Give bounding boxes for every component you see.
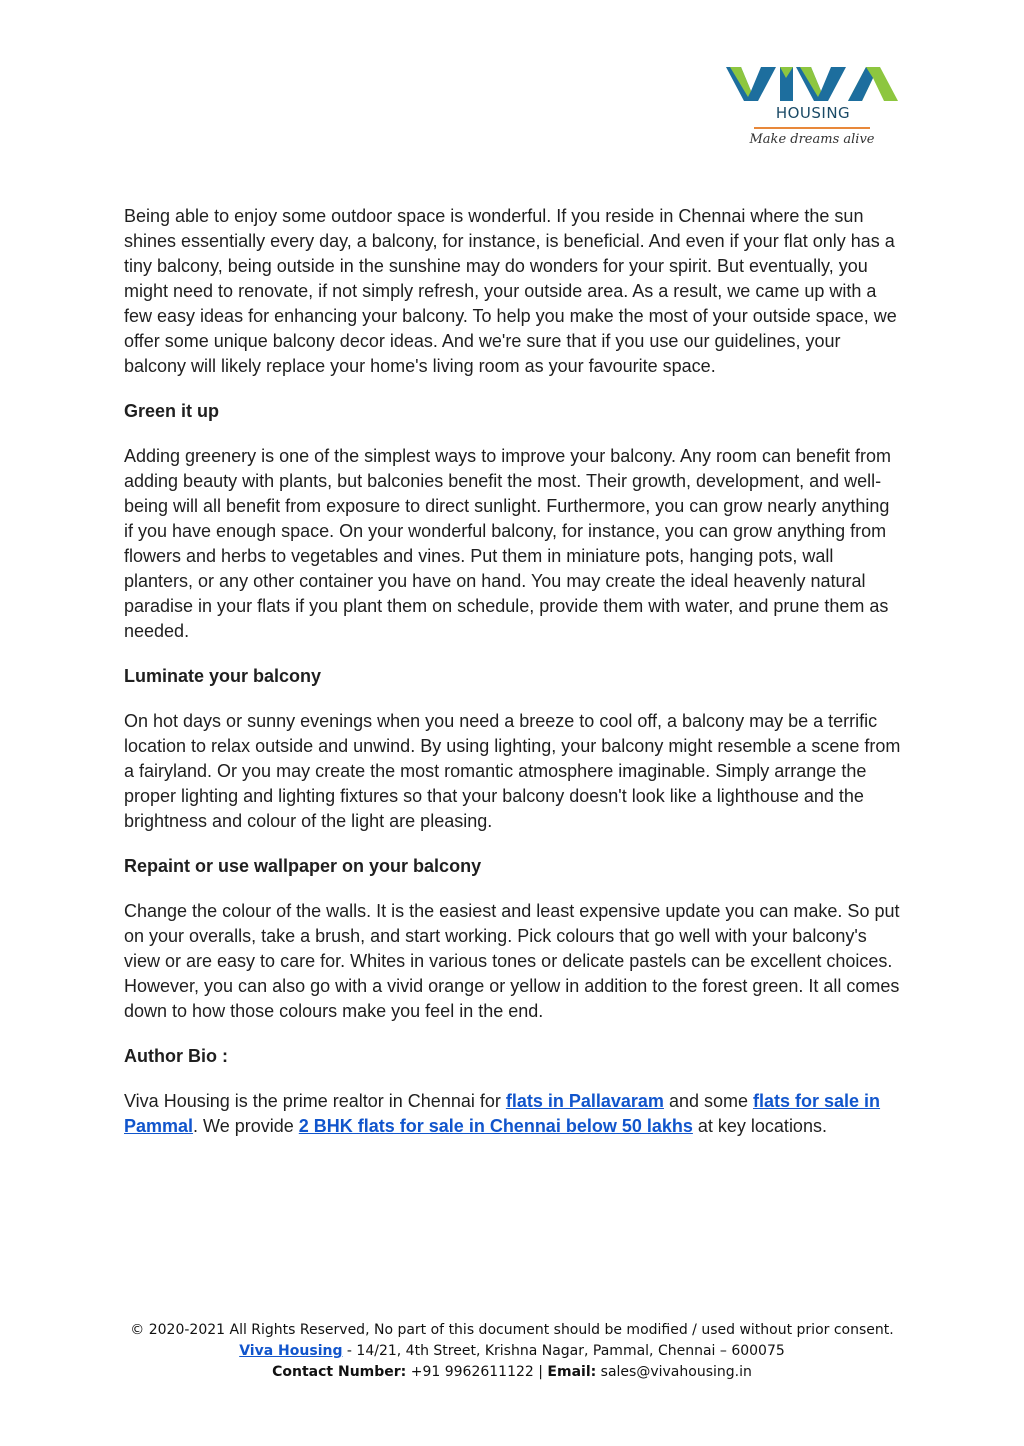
email-label: Email:: [547, 1364, 597, 1380]
author-bio-text-4: at key locations.: [692, 1116, 827, 1136]
section-heading-lighting: Luminate your balcony: [124, 666, 322, 686]
article-body: [124, 204, 902, 1159]
viva-wordmark-icon: [726, 64, 898, 104]
viva-housing-link[interactable]: Viva Housing: [239, 1343, 343, 1359]
author-bio-paragraph: [124, 1089, 902, 1139]
email-address: sales@vivahousing.in: [596, 1364, 752, 1380]
copyright-text: © 2020-2021 All Rights Reserved, No part of this document should be modified / used without prior consent.: [130, 1322, 894, 1338]
flats-in-pallavaram-link[interactable]: flats in Pallavaram: [505, 1091, 664, 1111]
author-bio-text-3: . We provide: [193, 1116, 299, 1136]
page-footer: [0, 1320, 1024, 1383]
intro-paragraph: Being able to enjoy some outdoor space is wonderful. If you reside in Chennai where the sun shines essentially every day, a balcony, for instance, is beneficial. And even if your flat only has a tiny balcony, being outside in the sunshine may do wonders for your spirit. But eventually, you might need to renovate, if not simply refresh, your outside area. As a result, we came up with a few easy ideas for enhancing your balcony. To help you make the most of your outside space, we offer some unique balcony decor ideas. And we're sure that if you use our guidelines, your balcony will likely replace your home's living room as your favourite space.: [124, 206, 897, 376]
logo-tagline: Make dreams alive: [749, 132, 875, 147]
logo-divider: [754, 127, 870, 129]
contact-number: +91 9962611122 |: [406, 1364, 548, 1380]
flats-for-sale-in-pammal-link[interactable]: flats for sale in Pammal: [124, 1091, 881, 1136]
2bhk-flats-link[interactable]: 2 BHK flats for sale in Chennai below 50 lakhs: [298, 1116, 693, 1136]
address-line: [0, 1341, 1024, 1362]
author-bio-text-2: and some: [663, 1091, 754, 1111]
section-body-green: Adding greenery is one of the simplest ways to improve your balcony. Any room can benefit from adding beauty with plants, but balconies benefit the most. Their growth, development, and well-being will all benefit from exposure to direct sunlight. Furthermore, you can grow nearly anything if you have enough space. On your wonderful balcony, for instance, you can grow anything from flowers and herbs to vegetables and vines. Put them in miniature pots, hanging pots, wall planters, or any other container you have on hand. You may create the ideal heavenly natural paradise in your flats if you plant them on schedule, provide them with water, and prune them as needed.: [124, 446, 892, 641]
contact-label: Contact Number:: [272, 1364, 407, 1380]
address-text: - 14/21, 4th Street, Krishna Nagar, Pammal, Chennai – 600075: [342, 1343, 785, 1359]
section-body-repaint: Change the colour of the walls. It is the easiest and least expensive update you can make. So put on your overalls, take a brush, and start working. Pick colours that go well with your balcony's view or are easy to care for. Whites in various tones or delicate pastels can be excellent choices. However, you can also go with a vivid orange or yellow in addition to the forest green. It all comes down to how those colours make you feel in the end.: [124, 901, 900, 1021]
section-heading-repaint: Repaint or use wallpaper on your balcony: [124, 856, 482, 876]
contact-line: [0, 1362, 1024, 1383]
section-body-lighting: On hot days or sunny evenings when you need a breeze to cool off, a balcony may be a terrific location to relax outside and unwind. By using lighting, your balcony might resemble a scene from a fairyland. Or you may create the most romantic atmosphere imaginable. Simply arrange the proper lighting and lighting fixtures so that your balcony doesn't look like a lighthouse and the brightness and colour of the light are pleasing.: [124, 711, 901, 831]
section-heading-green: Green it up: [124, 401, 220, 421]
author-bio-heading: Author Bio :: [124, 1046, 228, 1066]
viva-housing-logo: [726, 64, 898, 156]
logo-housing-text: HOUSING: [775, 104, 851, 122]
author-bio-text-1: Viva Housing is the prime realtor in Chennai for: [124, 1091, 506, 1111]
